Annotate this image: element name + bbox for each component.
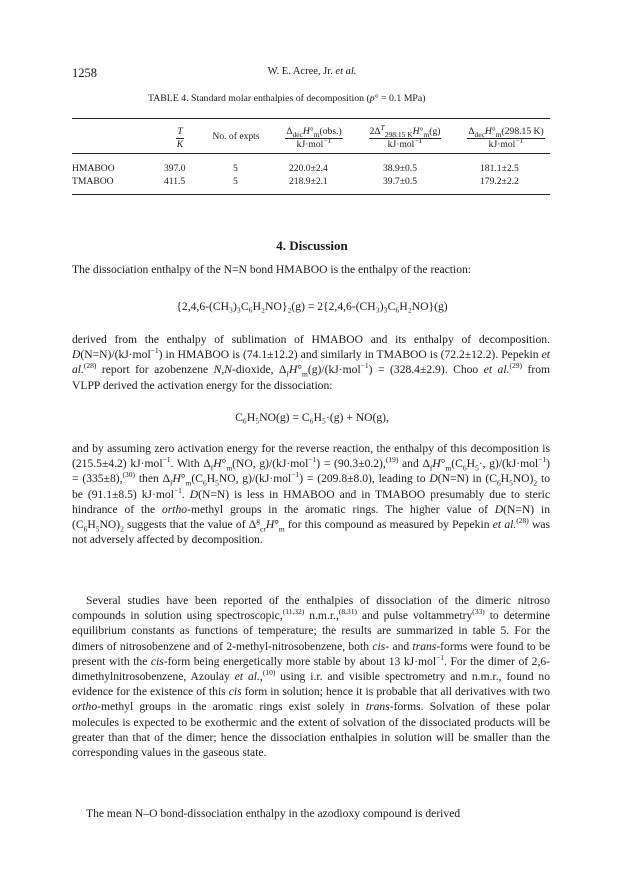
col-header-dec-298: $\Delta_{dec}H^\circ_m(298.15$ K) kJ·mol$^{-1}$ (468, 126, 544, 150)
equation-dissociation: {2,4,6-(CH₃)₃C₆H₂NO}₂(g) = 2{2,4,6-(CH₃)₃C₆H₂NO}(g) (176, 300, 448, 313)
table-cell-temperature: 411.5 (164, 176, 186, 187)
table-cell-temp-correction: 38.9±0.5 (383, 163, 418, 174)
page-number: 1258 (72, 66, 97, 80)
table-cell-dec-obs: 218.9±2.1 (289, 176, 328, 187)
table-top-rule (72, 118, 550, 119)
section-heading: 4. Discussion (276, 238, 348, 253)
table-cell-dec-298: 181.1±2.5 (480, 163, 519, 174)
table-cell-dec-298: 179.2±2.2 (480, 176, 519, 187)
table-cell-expts: 5 (233, 163, 238, 174)
equation-nitrosobenzene: C₆H₅NO(g) = C₆H₅·(g) + NO(g), (235, 411, 389, 424)
paragraph-intro: The dissociation enthalpy of the N=N bond HMABOO is the enthalpy of the reaction: (72, 263, 472, 276)
col-header-expts: No. of expts (212, 131, 260, 142)
table-cell-temp-correction: 39.7±0.5 (383, 176, 418, 187)
paragraph-enthalpy-derivation: derived from the enthalpy of sublimation of HMABOO and its enthalpy of decomposition. D(N=N)/(kJ·mol$^{-1}$) in HMABOO is (74.1±12.2) and similarly in TMABOO is (72.2±12.2). Pepekin et al.$^{(28)}$ report for azobenzene N,N-dioxide, $\Delta_fH^\circ_m(g)/(kJ\cdot mol^{-1}) = (328.4\pm 2.9)$. Choo et al.$^{(29)}$ from VLPP derived the activation energy for the dissociation: (72, 333, 551, 392)
paragraph-dissociation-comparison: and by assuming zero activation energy for the reverse reaction, the enthalpy of this decomposition is (215.5±4.2) kJ·mol$^{-1}$. With $\Delta_fH^\circ_m(NO$, g)/(kJ·mol$^{-1}$) = (90.3±0.2),$^{(19)}$ and $\Delta_fH^\circ_m(C_6H_5\cdot$, g)/(kJ·mol$^{-1}$) = (335±8),$^{(30)}$ then $\Delta_fH^\circ_m(C_6H_5NO$, g)/(kJ·mol$^{-1}$) = (209.8±8.0), leading to D(N=N) in $(C_6H_5NO)_2$ to be (91.1±8.5) kJ·mol$^{-1}$. D(N=N) is less in HMABOO and in TMABOO presumably due to steric hindrance of the ortho-methyl groups in the aromatic rings. The higher value of D(N=N) in $(C_6H_5NO)_2$ suggests that the value of $\Delta^g_{cr}H^\circ_m$ for this compound as measured by Pepekin et al.$^{(28)}$ was not adversely affected by decomposition. (72, 442, 551, 547)
table-caption: TABLE 4. Standard molar enthalpies of decomposition (p° = 0.1 MPa) (148, 93, 426, 104)
table-header-rule (72, 153, 550, 154)
running-head: W. E. Acree, Jr. et al. (267, 66, 357, 77)
table-cell-compound: TMABOO (72, 176, 114, 187)
table-bottom-rule (72, 194, 550, 195)
col-header-dec-obs: $\Delta_{dec}H^\circ_m(obs.)$ kJ·mol$^{-1}$ (286, 126, 342, 150)
col-header-temperature: T K (176, 126, 184, 150)
paragraph-bond-enthalpy: The mean N–O bond-dissociation enthalpy in the azodioxy compound is derived (86, 807, 461, 820)
col-header-temp-correction: $2\Delta^T_{298.15 K}H^\circ_m(g)$ kJ·mol$^{-1}$ (369, 122, 441, 150)
table-cell-temperature: 397.0 (164, 163, 186, 174)
table-cell-compound: HMABOO (72, 163, 115, 174)
table-cell-expts: 5 (233, 176, 238, 187)
table-cell-dec-obs: 220.0±2.4 (289, 163, 328, 174)
paragraph-solution-studies: Several studies have been reported of the enthalpies of dissociation of the dimeric nitroso compounds in solution using spectroscopic,$^{(11,32)}$ n.m.r.,$^{(8,31)}$ and pulse voltammetry$^{(33)}$ to determine equilibrium constants as functions of temperature; the results are summarized in table 5. For the dimers of nitrosobenzene and of 2-methyl-nitrosobenzene, both cis- and trans-forms were found to be present with the cis-form being energetically more stable by about 13 kJ·mol$^{-1}$. For the dimer of 2,6-dimethylnitrosobenzene, Azoulay et al.,$^{(10)}$ using i.r. and visible spectrometry and n.m.r., found no evidence for the existence of this cis form in solution; hence it is probable that all derivatives with two ortho-methyl groups in the aromatic rings exist solely in trans-forms. Solvation of these polar molecules is expected to be exothermic and the extent of solvation of the dissociated products will be greater than that of the dimer; hence the dissociation enthalpies in solution will be smaller than the corresponding values in the gaseous state. (72, 594, 551, 760)
